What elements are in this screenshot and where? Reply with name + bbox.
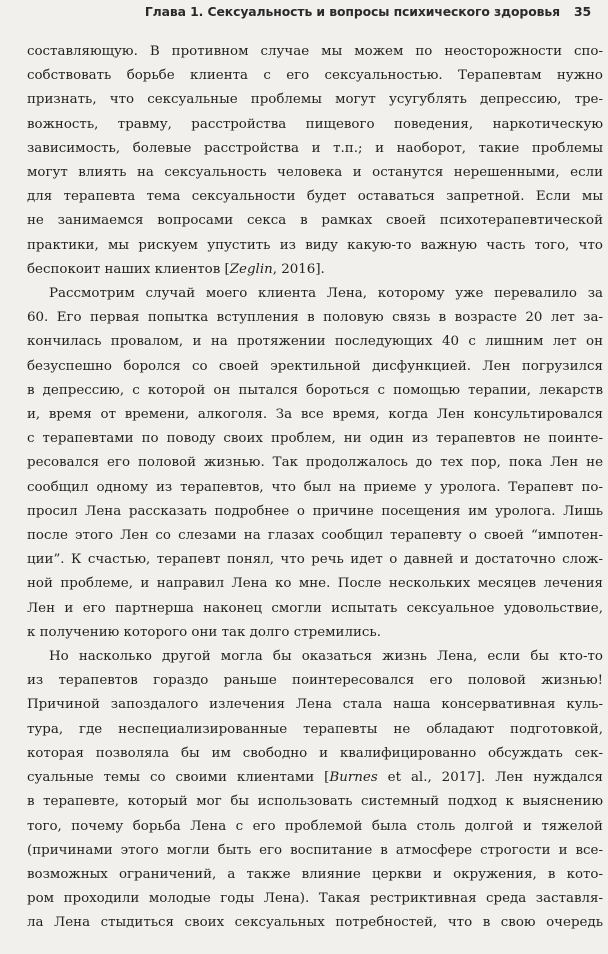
paragraph <box>27 40 603 282</box>
chapter-title: Глава 1. Сексуальность и вопросы психического здоровья <box>144 4 560 19</box>
text-line: к получению которого они так долго стремились. <box>27 624 381 640</box>
text-line: суальные темы со своими клиентами [Burnes et al., 2017]. Лен нуждался <box>27 770 603 786</box>
text-line: 60. Его первая попытка вступления в половую связь в возрасте 20 лет за- <box>27 310 603 326</box>
text-line: Причиной запоздалого излечения Лена стала наша консервативная куль- <box>27 697 603 713</box>
text-line: собствовать борьбе клиента с его сексуальностью. Терапевтам нужно <box>27 68 603 84</box>
running-head <box>145 4 591 19</box>
text-line: Рассмотрим случай моего клиента Лена, которому уже перевалило за <box>49 286 603 302</box>
text-line: возможных ограничений, а также влияние церкви и окружения, в кото- <box>27 866 603 882</box>
text-line: и, время от времени, алкоголя. За все время, когда Лен консультировался <box>27 407 603 423</box>
text-line: из терапевтов гораздо раньше поинтересовался его половой жизнью! <box>27 673 603 689</box>
text-line: беспокоит наших клиентов [Zeglin, 2016]. <box>27 261 325 277</box>
paragraph <box>27 645 603 935</box>
text-line: не занимаемся вопросами секса в рамках своей психотерапевтической <box>27 213 603 229</box>
text-line: в депрессию, с которой он пытался бороться с помощью терапии, лекарств <box>27 382 603 398</box>
text-line: ресовался его половой жизнью. Так продолжалось до тех пор, пока Лен не <box>27 455 603 471</box>
text-line: признать, что сексуальные проблемы могут усугублять депрессию, тре- <box>27 92 603 108</box>
text-line: для терапевта тема сексуальности будет оставаться запретной. Если мы <box>27 189 603 205</box>
text-line: тура, где неспециализированные терапевты не обладают подготовкой, <box>27 721 603 737</box>
text-line: после этого Лен со слезами на глазах сообщил терапевту о своей “импотен- <box>27 528 603 544</box>
text-line: могут влиять на сексуальность человека и останутся нерешенными, если <box>27 165 603 181</box>
text-line: зависимость, болевые расстройства и т.п.; и наоборот, такие проблемы <box>27 140 603 156</box>
text-line: с терапевтами по поводу своих проблем, ни один из терапевтов не поинте- <box>27 431 603 447</box>
page-number: 35 <box>573 4 591 19</box>
text-line: которая позволяла бы им свободно и квалифицированно обсуждать сек- <box>27 745 603 761</box>
text-line: ром проходили молодые годы Лена). Такая рестриктивная среда заставля- <box>27 891 603 907</box>
text-line: ла Лена стыдиться своих сексуальных потребностей, что в свою очередь <box>27 915 603 931</box>
text-line: вожность, травму, расстройства пищевого поведения, наркотическую <box>27 116 603 132</box>
text-line: кончилась провалом, и на протяжении последующих 40 с лишним лет он <box>27 334 603 350</box>
body-text <box>27 40 603 936</box>
text-line: (причинами этого могли быть его воспитание в атмосфере строгости и все- <box>27 842 603 858</box>
text-line: безуспешно боролся со своей эректильной дисфункцией. Лен погрузился <box>27 358 603 374</box>
text-line: просил Лена рассказать подробнее о причине посещения им уролога. Лишь <box>27 503 603 519</box>
text-line: практики, мы рискуем упустить из виду какую-то важную часть того, что <box>27 237 603 253</box>
text-line: ции”. К счастью, терапевт понял, что речь идет о давней и достаточно слож- <box>27 552 603 568</box>
text-line: сообщил одному из терапевтов, что был на приеме у уролога. Терапевт по- <box>27 479 603 495</box>
text-line: Но насколько другой могла бы оказаться жизнь Лена, если бы кто-то <box>49 649 603 665</box>
text-line: составляющую. В противном случае мы можем по неосторожности спо- <box>27 44 603 59</box>
text-line: в терапевте, который мог бы использовать системный подход к выяснению <box>27 794 603 810</box>
text-line: Лен и его партнерша наконец смогли испытать сексуальное удовольствие, <box>27 600 603 616</box>
text-line: того, почему борьба Лена с его проблемой была столь долгой и тяжелой <box>27 818 603 834</box>
text-line: ной проблеме, и направил Лена ко мне. После нескольких месяцев лечения <box>27 576 603 592</box>
paragraph <box>27 282 603 645</box>
